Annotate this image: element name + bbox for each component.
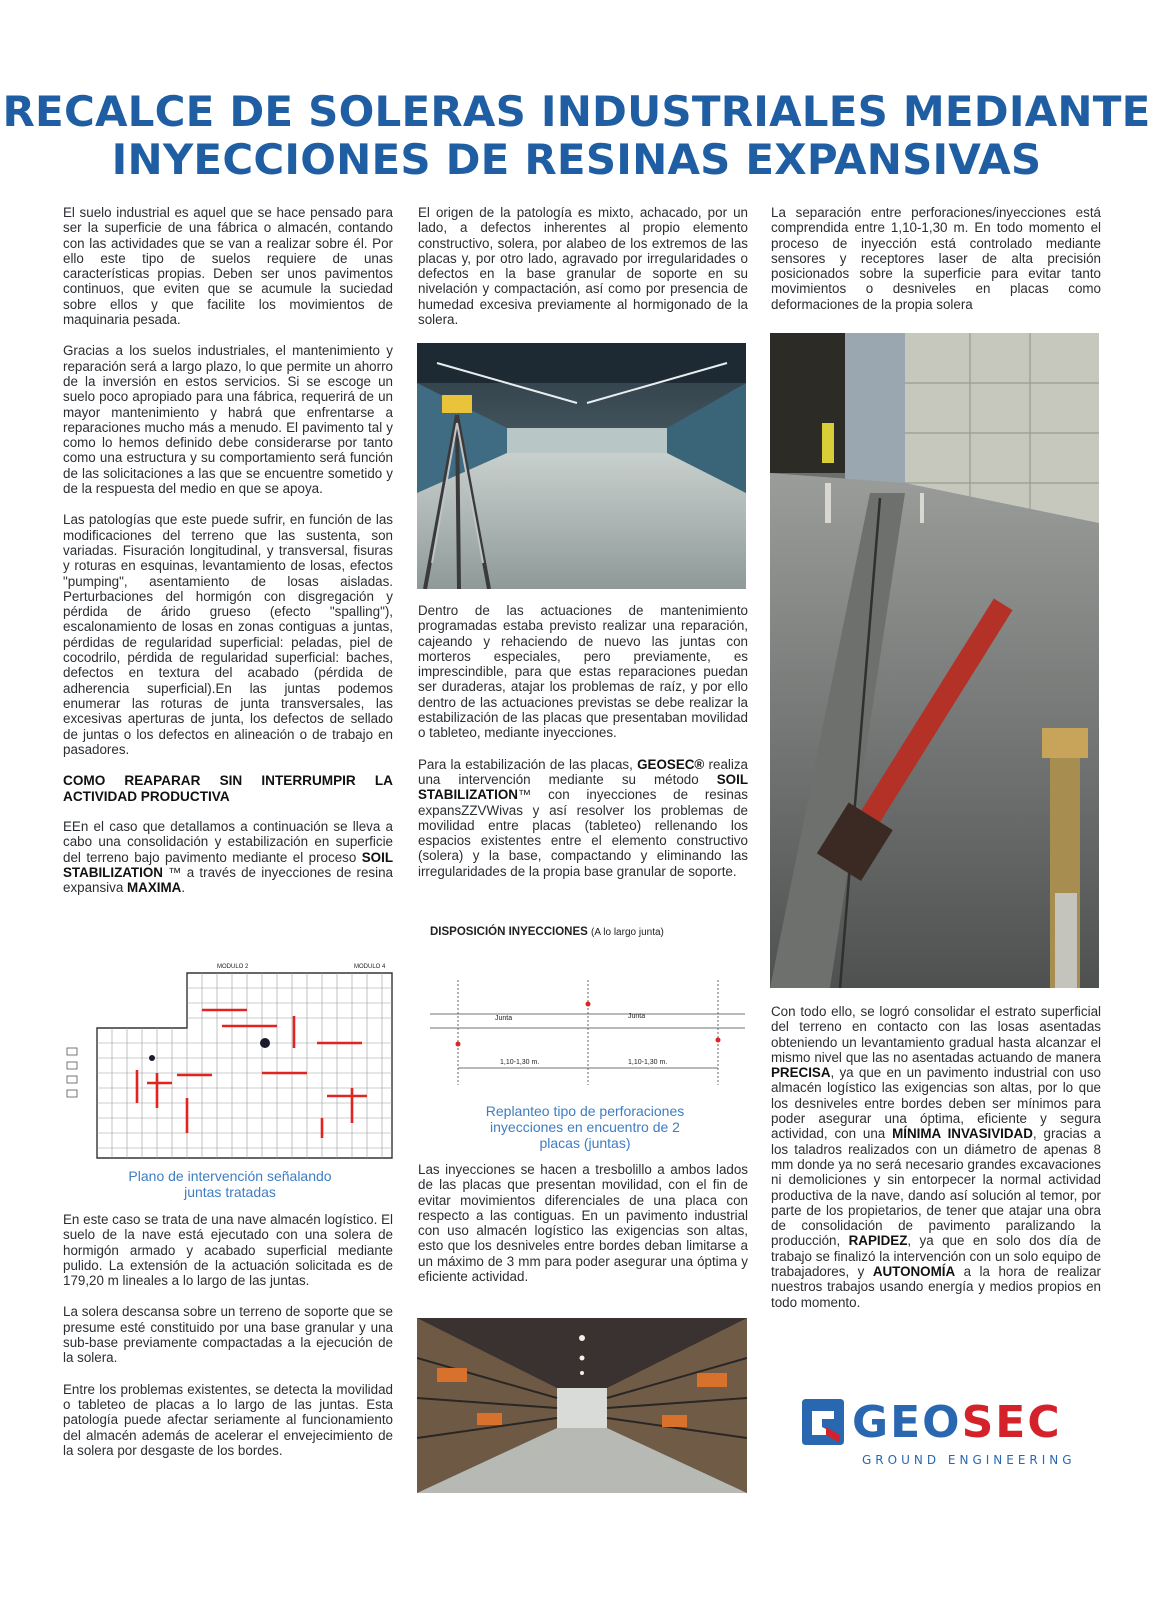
floor-repair-photo: [770, 333, 1099, 988]
diagram-title: [430, 926, 664, 938]
module-label: MODULO 2: [217, 964, 249, 970]
column-2-bottom: [418, 1162, 748, 1300]
text-run: , ya que en un pavimento industrial con uso almacén logístico las exigencias son altas, por lo que los desniveles entre bordes deben ser mínimos para poder asegurar una óptima, eficiente y segura actividad, con una: [771, 1065, 1101, 1142]
bold-run: MÍNIMA INVASIVIDAD: [892, 1126, 1033, 1142]
text-run: ™ con inyecciones de resinas expansZZVWivas y así resolver los problemas de movilidad entre placas (tableteo) rellenando los espacios existentes entre el elemento constructivo (solera) y la base, compactando y eliminando las irregularidades de la propia base granular de soporte.: [418, 787, 748, 879]
bold-run: PRECISA: [771, 1065, 831, 1081]
paragraph: [418, 757, 748, 879]
floor-plan-drawing: [62, 958, 395, 1166]
column-1-bottom: [63, 1212, 393, 1474]
diagram-title-note: (A lo largo junta): [591, 927, 664, 938]
column-1: [63, 205, 393, 912]
paragraph: [771, 1004, 1101, 1310]
title-line-1: RECALCE DE SOLERAS INDUSTRIALES MEDIANTE: [2, 87, 1151, 136]
paragraph: Las inyecciones se hacen a tresbolillo a ambos lados de las placas que presentan movilidad, con el fin de evitar movimientos diferenciales de una placa con respecto a las contiguas. En un pavimento industrial con uso almacén logístico las exigencias son altas, esto que los desniveles entre bordes deban limitarse a un máximo de 3 mm para poder asegurar una óptima y eficiente actividad.: [418, 1162, 748, 1285]
laser-level-photo: [417, 343, 746, 589]
paragraph: La solera descansa sobre un terreno de soporte que se presume esté constituido por una base granular y una sub-base previamente compactadas a la ejecución de la solera.: [63, 1304, 393, 1366]
logo-geo: GEO: [852, 1397, 962, 1448]
text-run: EEn el caso que detallamos a continuación se lleva a cabo una consolidación y estabilización en superficie del terreno bajo pavimento mediante el proceso: [63, 819, 393, 865]
logo-tagline: GROUND ENGINEERING: [862, 1453, 1076, 1467]
text-run: Para la estabilización de las placas,: [418, 756, 638, 772]
text-run: Con todo ello, se logró consolidar el estrato superficial del terreno en contacto con las losas asentadas obteniendo un levantamiento gradual hasta alcanzar el mismo nivel que las no asentadas actuando de manera: [771, 1004, 1101, 1065]
joint-label: Junta: [628, 1013, 646, 1020]
text-run: ™ a través de inyecciones de resina expansiva: [63, 864, 393, 896]
bold-run: SOIL STABILIZATION: [63, 849, 393, 880]
warehouse-aisle-photo: [417, 1318, 747, 1493]
diagram-caption: Replanteo tipo de perforaciones inyecciones en encuentro de 2 placas (juntas): [485, 1103, 685, 1151]
floor-plan-caption: Plano de intervención señalando juntas tratadas: [128, 1168, 332, 1200]
paragraph: En este caso se trata de una nave almacén logístico. El suelo de la nave está ejecutado con una solera de hormigón armado y acabado superficial mediante pulido. La extensión de la actuación solicitada es de 179,20 m lineales a lo largo de las juntas.: [63, 1212, 393, 1289]
text-run: , gracias a los taladros realizados con un diámetro de apenas 8 mm donde ya no será necesario grandes excavaciones ni demoliciones y sin entorpecer la normal actividad productiva de la nave, dando así solución al temor, por parte de los propietarios, de tener que atajar una obra de consolidación de pavimento paralizando la producción,: [771, 1126, 1101, 1249]
text-run: .: [181, 880, 186, 896]
column-3: [771, 205, 1101, 328]
injection-layout-diagram: [420, 970, 750, 1100]
column-3-bottom: [771, 1004, 1101, 1326]
module-label: MODULO 4: [354, 964, 386, 970]
bold-run: AUTONOMÍA: [872, 1264, 956, 1280]
bold-run: SOIL STABILIZATION: [418, 771, 748, 803]
paragraph: El suelo industrial es aquel que se hace pensado para ser la superficie de una fábrica o almacén, contando con las actividades que se van a realizar sobre él. Por ello este tipo de suelos requiere de unas características propias. Deben ser unos pavimentos continuos, que eviten que se acumule la suciedad sobre ellos y que facilite los movimientos de maquinaria pesada.: [63, 205, 393, 328]
column-2-middle: [418, 603, 748, 895]
bold-run: RAPIDEZ: [848, 1233, 908, 1249]
text-run: realiza una intervención mediante su método: [418, 756, 749, 787]
paragraph: Gracias a los suelos industriales, el mantenimiento y reparación será a largo plazo, lo que permite un ahorro de la inversión en estos servicios. Si se escoge un suelo poco apropiado para una fábrica, requerirá de un mayor mantenimiento y habrá que enfrentarse a reparaciones mucho más a menudo. El pavimento tal y como lo hemos definido debe considerarse por tanto como una estructura y su comportamiento será función de las solicitaciones a las que se encuentre sometido y de la respuesta del medio en que se apoya.: [63, 343, 393, 497]
paragraph: [63, 819, 393, 895]
geosec-logo-mark-icon: [800, 1397, 846, 1447]
geosec-logo: [800, 1395, 1080, 1475]
logo-sec: SEC: [961, 1397, 1062, 1448]
paragraph: Entre los problemas existentes, se detecta la movilidad o tableteo de placas a lo largo de las juntas. Esta patología puede afectar seriamente al funcionamiento del almacén además de acelerar el envejecimiento de la solera por desgaste de los bordes.: [63, 1381, 393, 1458]
column-2: [418, 205, 748, 343]
bold-run: GEOSEC®: [637, 756, 705, 772]
title-line-2: INYECCIONES DE RESINAS EXPANSIVAS: [111, 135, 1042, 184]
text-run: , ya que en solo dos día de trabajo se finalizó la intervención con un solo equipo de trabajadores, y: [771, 1233, 1101, 1280]
bold-run: MAXIMA: [127, 880, 182, 896]
logo-wordmark: [852, 1397, 1062, 1448]
article-title: [0, 88, 1153, 184]
diagram-title-main: DISPOSICIÓN INYECCIONES: [430, 926, 588, 938]
text-run: a la hora de realizar nuestros trabajos usando energía y medios propios en todo momento.: [771, 1264, 1101, 1310]
paragraph: Dentro de las actuaciones de mantenimiento programadas estaba previsto realizar una reparación, cajeando y rehaciendo de nuevo las juntas con morteros especiales, pero previamente, es imprescindible, para que estas reparaciones puedan ser duraderas, atajar los problemas de raíz, y por ello dentro de las actuaciones previstas se debe realizar la estabilización de las placas que presentaban movilidad o tableteo, mediante inyecciones.: [418, 603, 748, 741]
section-heading: COMO REAPARAR SIN INTERRUMPIR LA ACTIVIDAD PRODUCTIVA: [63, 773, 393, 805]
paragraph: Las patologías que este puede sufrir, en función de las modificaciones del terreno que las sustenta, son variadas. Fisuración longitudinal, y transversal, fisuras y roturas en esquinas, levantamiento de losas, efectos "pumping", asentamiento de losas aisladas. Perturbaciones del hormigón con disgregación y pérdida de árido grueso (efecto "spalling"), escalonamiento de losas en zonas contiguas a juntas, pérdidas de regularidad superficial: peladas, piel de cocodrilo, pérdida de regularidad superficial: baches, defectos en textura del acabado (pérdida de adherencia superficial).En las juntas podemos enumerar las roturas de junta transversales, las excesivas aperturas de junta, los defectos de sellado de juntas o los defectos en alineación o de trabajo en pasadores.: [63, 512, 393, 757]
spacing-label: 1,10-1,30 m.: [628, 1059, 668, 1066]
paragraph: El origen de la patología es mixto, achacado, por un lado, a defectos inherentes al propio elemento constructivo, solera, por alabeo de los extremos de las placas y, por otro lado, agravado por irregularidades o defectos en la base granular de soporte en su nivelación y compactación, así como por presencia de humedad excesiva previamente al hormigonado de la solera.: [418, 205, 748, 328]
joint-label: Junta: [495, 1015, 513, 1022]
spacing-label: 1,10-1,30 m.: [500, 1059, 540, 1066]
paragraph: La separación entre perforaciones/inyecciones está comprendida entre 1,10-1,30 m. En todo momento el proceso de inyección está controlado mediante sensores y receptores laser de alta precisión posicionados sobre la superficie para evitar tanto movimientos o desniveles en placas como deformaciones de la propia solera: [771, 205, 1101, 312]
